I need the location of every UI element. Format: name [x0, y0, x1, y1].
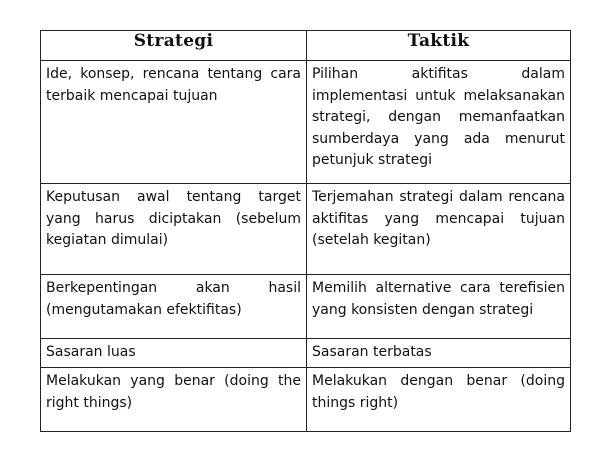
strategi-cell: Keputusan awal tentang target yang harus diciptakan (sebelum kegiatan dimulai): [41, 184, 307, 275]
taktik-cell: Pilihan aktifitas dalam implementasi untuk melaksanakan strategi, dengan memanfaatkan sumberdaya yang ada menurut petunjuk strategi: [307, 61, 571, 184]
header-row: [41, 31, 571, 61]
header-taktik: Taktik: [307, 31, 571, 61]
header-strategi: Strategi: [41, 31, 307, 61]
table-row: [41, 368, 571, 432]
table-row: [41, 61, 571, 184]
strategi-cell: Sasaran luas: [41, 339, 307, 368]
taktik-cell: Melakukan dengan benar (doing things right): [307, 368, 571, 432]
taktik-cell: Terjemahan strategi dalam rencana aktifitas yang mencapai tujuan (setelah kegitan): [307, 184, 571, 275]
table-row: [41, 339, 571, 368]
comparison-table: [40, 30, 571, 432]
strategi-cell: Melakukan yang benar (doing the right things): [41, 368, 307, 432]
table-row: [41, 184, 571, 275]
table-row: [41, 275, 571, 339]
taktik-cell: Memilih alternative cara terefisien yang konsisten dengan strategi: [307, 275, 571, 339]
taktik-cell: Sasaran terbatas: [307, 339, 571, 368]
strategi-cell: Ide, konsep, rencana tentang cara terbaik mencapai tujuan: [41, 61, 307, 184]
strategi-cell: Berkepentingan akan hasil (mengutamakan efektifitas): [41, 275, 307, 339]
